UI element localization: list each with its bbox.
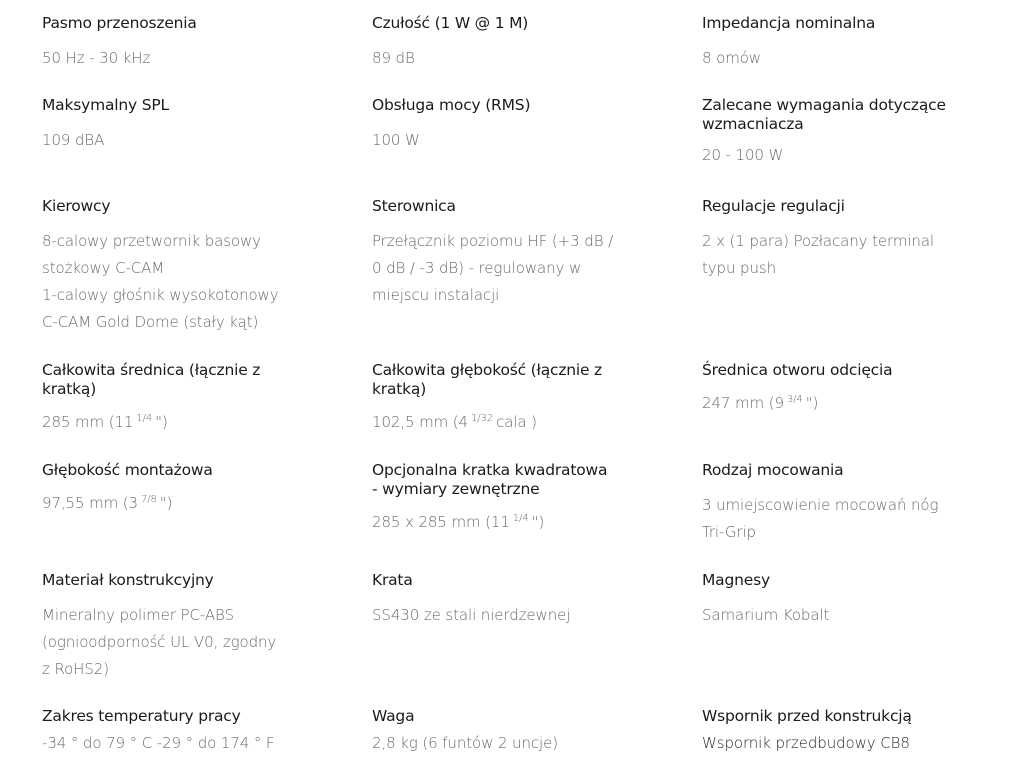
spec-value-line: 2 x (1 para) Pozłacany terminal (702, 232, 934, 250)
spec-value (372, 505, 627, 536)
spec-value-unit: ") (159, 494, 173, 512)
spec-value (42, 486, 297, 517)
spec-label: Całkowita średnica (łącznie z kratką) (42, 361, 261, 398)
spec-value-line: stożkowy C-CAM (42, 259, 165, 277)
spec-label: Zalecane wymagania dotyczące wzmacniacza (702, 96, 946, 133)
spec-value (372, 228, 627, 309)
spec-value-line: z RoHS2) (42, 660, 109, 678)
spec-value: 89 dB (372, 49, 415, 67)
spec-nominal-impedance (702, 14, 992, 72)
spec-label: Całkowita głębokość (łącznie z kratką) (372, 361, 602, 398)
spec-value: SS430 ze stali nierdzewnej (372, 606, 571, 624)
spec-value: 2,8 kg (6 funtów 2 uncje) (372, 734, 558, 752)
spec-value-line: Przełącznik poziomu HF (+3 dB / (372, 232, 614, 250)
spec-label: Opcjonalna kratka kwadratowa - wymiary zewnętrzne (372, 461, 608, 498)
spec-overall-diameter (42, 361, 297, 436)
spec-label: Głębokość montażowa (42, 461, 213, 479)
spec-value-unit: ") (531, 513, 545, 531)
spec-value-line: (ognioodporność UL V0, zgodny (42, 633, 277, 651)
spec-value-fraction: 3/4 (786, 394, 803, 405)
spec-label: Kierowcy (42, 197, 111, 215)
spec-value (702, 386, 992, 417)
spec-value-unit: cala ) (496, 413, 537, 431)
spec-overall-depth (372, 361, 627, 436)
spec-value-fraction: 1/32 (471, 413, 494, 424)
spec-square-grille-dimensions (372, 461, 627, 536)
spec-label: Pasmo przenoszenia (42, 14, 197, 32)
spec-value: 109 dBA (42, 131, 105, 149)
spec-value (42, 602, 297, 683)
spec-mounting-depth (42, 461, 297, 517)
spec-value (702, 492, 992, 546)
spec-value: 50 Hz - 30 kHz (42, 49, 151, 67)
spec-recommended-amplifier (702, 96, 992, 169)
spec-value-fraction: 1/4 (512, 513, 529, 524)
spec-label: Magnesy (702, 571, 770, 589)
spec-grille (372, 571, 627, 629)
spec-max-spl (42, 96, 297, 154)
spec-value (372, 405, 627, 436)
spec-value-main: 247 mm (9 (702, 394, 784, 412)
spec-construction-material (42, 571, 297, 683)
spec-value-unit: ") (155, 413, 168, 431)
spec-power-handling (372, 96, 627, 154)
spec-value-line: 3 umiejscowienie mocowań nóg (702, 496, 939, 514)
spec-magnets (702, 571, 992, 629)
spec-drivers (42, 197, 297, 336)
spec-label: Regulacje regulacji (702, 197, 845, 215)
spec-preconstruction-bracket (702, 707, 992, 757)
spec-label: Sterownica (372, 197, 456, 215)
spec-value-main: 285 x 285 mm (11 (372, 513, 510, 531)
spec-label: Zakres temperatury pracy (42, 707, 241, 725)
spec-value (702, 228, 992, 282)
spec-value-fraction: 7/8 (141, 494, 157, 505)
spec-value-line: Tri-Grip (702, 523, 756, 541)
spec-mounting-type (702, 461, 992, 546)
spec-value (42, 228, 297, 336)
spec-value-line: Mineralny polimer PC-ABS (42, 606, 234, 624)
spec-value: 8 omów (702, 49, 761, 67)
spec-terminals (702, 197, 992, 282)
spec-crossover (372, 197, 627, 309)
spec-value-line: miejscu instalacji (372, 286, 500, 304)
spec-label: Wspornik przed konstrukcją (702, 707, 912, 725)
spec-value-line: 0 dB / -3 dB) - regulowany w (372, 259, 582, 277)
spec-value-line: C-CAM Gold Dome (stały kąt) (42, 313, 259, 331)
spec-label: Maksymalny SPL (42, 96, 169, 114)
spec-label: Krata (372, 571, 413, 589)
spec-label: Impedancja nominalna (702, 14, 876, 32)
spec-label: Czułość (1 W @ 1 M) (372, 14, 529, 32)
spec-label: Średnica otworu odcięcia (702, 361, 893, 379)
spec-value (42, 405, 297, 436)
spec-weight (372, 707, 627, 757)
spec-value: -34 ° do 79 ° C -29 ° do 174 ° F (42, 734, 275, 752)
spec-value: 100 W (372, 131, 420, 149)
spec-frequency-response (42, 14, 297, 72)
spec-value: 20 - 100 W (702, 146, 784, 164)
spec-value-main: 102,5 mm (4 (372, 413, 468, 431)
spec-label: Obsługa mocy (RMS) (372, 96, 531, 114)
spec-value-line: 1-calowy głośnik wysokotonowy (42, 286, 279, 304)
spec-label: Materiał konstrukcyjny (42, 571, 214, 589)
spec-value-fraction: 1/4 (136, 413, 153, 424)
spec-sensitivity (372, 14, 627, 72)
spec-value-line: 8-calowy przetwornik basowy (42, 232, 261, 250)
spec-value-line: typu push (702, 259, 777, 277)
spec-cutout-diameter (702, 361, 992, 417)
spec-value-unit: ") (805, 394, 819, 412)
spec-label: Rodzaj mocowania (702, 461, 844, 479)
spec-value-main: 285 mm (11 (42, 413, 134, 431)
spec-value: Wspornik przedbudowy CB8 (702, 734, 910, 752)
spec-value-main: 97,55 mm (3 (42, 494, 138, 512)
spec-value: Samarium Kobalt (702, 606, 830, 624)
spec-label: Waga (372, 707, 415, 725)
spec-operating-temperature (42, 707, 297, 757)
